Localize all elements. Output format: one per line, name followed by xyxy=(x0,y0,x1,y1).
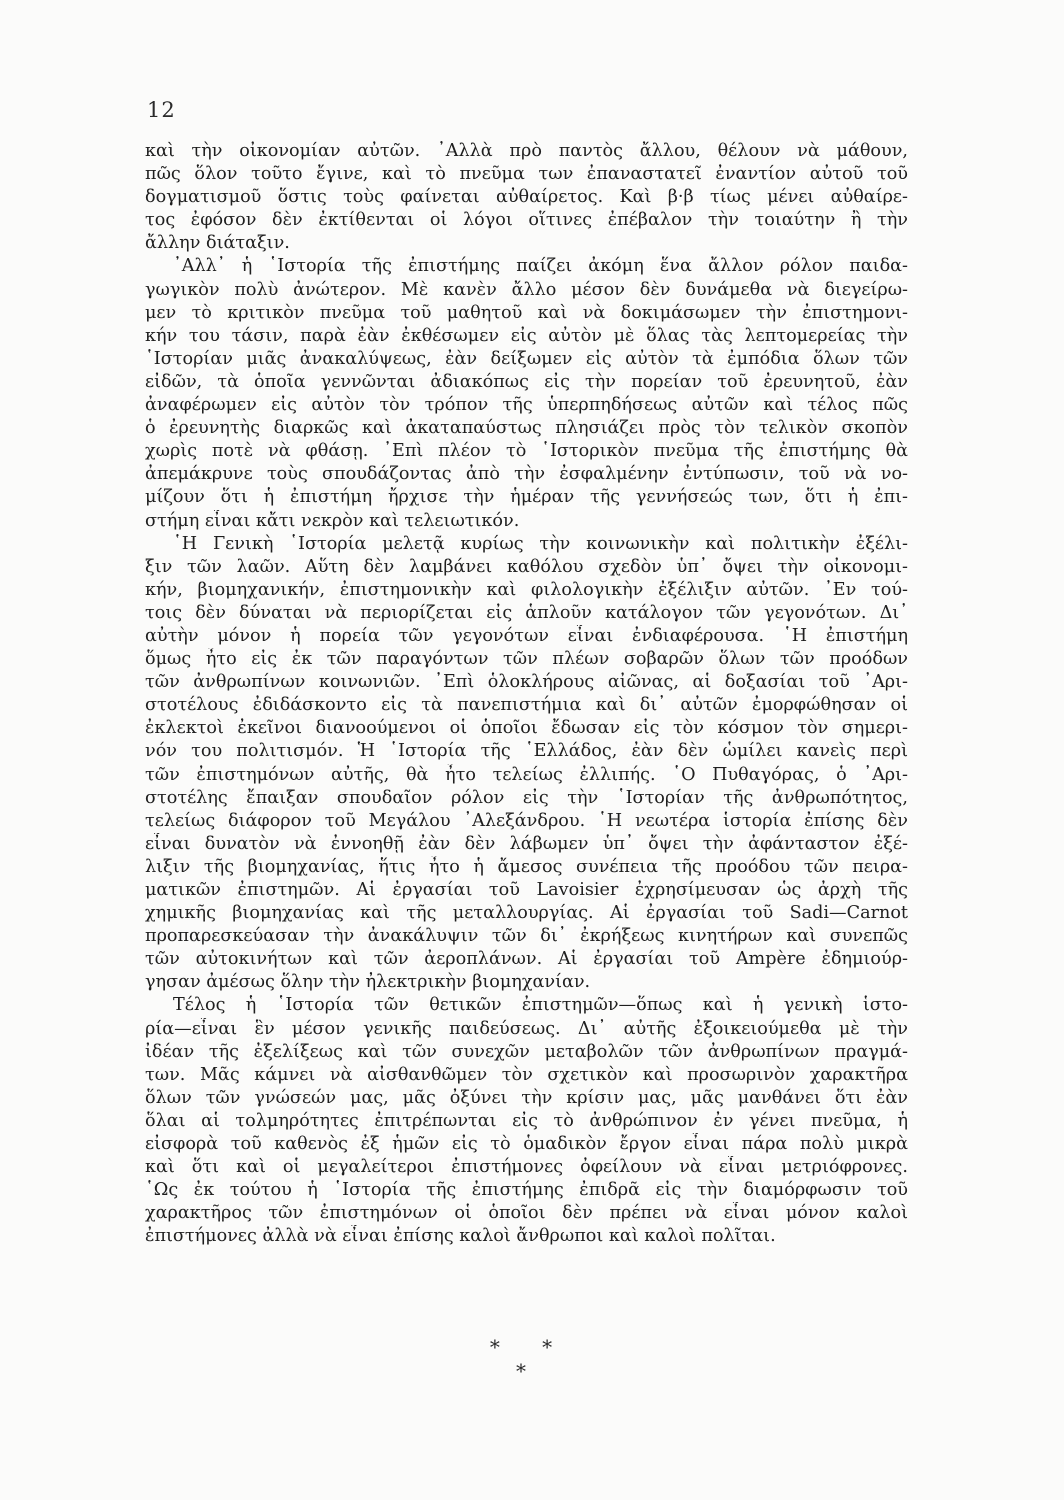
text-line: μεν τὸ κριτικὸν πνεῦμα τοῦ μαθητοῦ καὶ νὰ δοκιμάσωμεν τὴν ἐπιστημονι- xyxy=(145,302,908,323)
text-line: στοτέλους ἐδιδάσκοντο εἰς τὰ πανεπιστήμια καὶ δι᾿ αὐτῶν ἐμορφώθησαν οἱ xyxy=(145,695,908,716)
text-line: ἀπεμάκρυνε τοὺς σπουδάζοντας ἀπὸ τὴν ἐσφαλμένην ἐντύπωσιν, τοῦ νὰ νο- xyxy=(145,464,908,485)
text-line: γωγικὸν πολὺ ἀνώτερον. Μὲ κανὲν ἄλλο μέσον δὲν δυνάμεθα νὰ διεγείρω- xyxy=(145,279,908,300)
text-line: προπαρεσκεύασαν τὴν ἀνακάλυψιν τῶν δι᾿ ἐκρήξεως κινητήρων καὶ συνεπῶς xyxy=(145,926,908,947)
text-line: εἶναι δυνατὸν νὰ ἐννοηθῇ ἐὰν δὲν λάβωμεν ὑπ᾿ ὄψει τὴν ἀφάνταστον ἐξέ- xyxy=(145,833,908,854)
text-line: νόν του πολιτισμόν. Ἡ ῾Ιστορία τῆς ῾Ελλάδος, ἐὰν δὲν ὡμίλει κανεὶς περὶ xyxy=(145,741,908,762)
text-line: τῶν ἐπιστημόνων αὐτῆς, θὰ ἦτο τελείως ἐλλιπής. ῾Ο Πυθαγόρας, ὁ ᾿Αρι- xyxy=(145,764,908,785)
text-line: ὅλων τῶν γνώσεών μας, μᾶς ὀξύνει τὴν κρίσιν μας, μᾶς μανθάνει ὅτι ἐὰν xyxy=(145,1087,908,1108)
text-line: πῶς ὅλον τοῦτο ἔγινε, καὶ τὸ πνεῦμα των ἐπαναστατεῖ ἐναντίον αὐτοῦ τοῦ xyxy=(145,164,908,185)
text-line: μίζουν ὅτι ἡ ἐπιστήμη ἤρχισε τὴν ἡμέραν τῆς γεννήσεώς των, ὅτι ἡ ἐπι- xyxy=(145,487,908,508)
paragraph-start-line: ῾Η Γενικὴ ῾Ιστορία μελετᾷ κυρίως τὴν κοινωνικὴν καὶ πολιτικὴν ἐξέλι- xyxy=(173,533,908,554)
text-line: ῾Ως ἐκ τούτου ἡ ῾Ιστορία τῆς ἐπιστήμης ἐπιδρᾶ εἰς τὴν διαμόρφωσιν τοῦ xyxy=(145,1180,908,1201)
text-line: ὁ ἐρευνητὴς διαρκῶς καὶ ἀκαταπαύστως πλησιάζει πρὸς τὸν τελικὸν σκοπὸν xyxy=(145,418,908,439)
paragraph-start-line: Τέλος ἡ ῾Ιστορία τῶν θετικῶν ἐπιστημῶν—ὅπως καὶ ἡ γενικὴ ἱστο- xyxy=(173,995,908,1016)
text-line: τῶν ἀνθρωπίνων κοινωνιῶν. ᾿Επὶ ὁλοκλήρους αἰῶνας, αἱ δοξασίαι τοῦ ᾿Αρι- xyxy=(145,672,908,693)
text-line: λιξιν τῆς βιομηχανίας, ἥτις ἦτο ἡ ἄμεσος συνέπεια τῆς προόδου τῶν πειρα- xyxy=(145,856,908,877)
text-line: χαρακτῆρος τῶν ἐπιστημόνων οἱ ὁποῖοι δὲν πρέπει νὰ εἶναι μόνον καλοὶ xyxy=(145,1203,908,1224)
text-line: τῶν αὐτοκινήτων καὶ τῶν ἀεροπλάνων. Αἱ ἐργασίαι τοῦ Ampère ἐδημιούρ- xyxy=(145,949,908,970)
page-number: 12 xyxy=(147,98,176,122)
text-line: στήμη εἶναι κἄτι νεκρὸν καὶ τελειωτικόν. xyxy=(145,510,520,531)
text-line: ἄλλην διάταξιν. xyxy=(145,233,290,254)
text-line: κήν του τάσιν, παρὰ ἐὰν ἐκθέσωμεν εἰς αὐτὸν μὲ ὅλας τὰς λεπτομερείας τὴν xyxy=(145,325,908,346)
text-line: ἀναφέρωμεν εἰς αὐτὸν τὸν τρόπον τῆς ὑπερπηδήσεως αὐτῶν καὶ τέλος πῶς xyxy=(145,395,908,416)
text-line: ἰδέαν τῆς ἐξελίξεως καὶ τῶν συνεχῶν μεταβολῶν τῶν ἀνθρωπίνων πραγμά- xyxy=(145,1041,908,1062)
text-line: στοτέλης ἔπαιξαν σπουδαῖον ρόλον εἰς τὴν ῾Ιστορίαν τῆς ἀνθρωπότητος, xyxy=(145,787,908,808)
paragraph-start-line: ᾿Αλλ᾿ ἡ ῾Ιστορία τῆς ἐπιστήμης παίζει ἀκόμη ἕνα ἄλλον ρόλον παιδα- xyxy=(173,256,908,277)
text-line: εἰσφορὰ τοῦ καθενὸς ἐξ ἡμῶν εἰς τὸ ὁμαδικὸν ἔργον εἶναι πάρα πολὺ μικρὰ xyxy=(145,1134,908,1155)
text-line: δογματισμοῦ ὅστις τοὺς φαίνεται αὐθαίρετος. Καὶ β·β τίως μένει αὐθαίρε- xyxy=(145,187,908,208)
section-separator: * * * xyxy=(489,1335,571,1383)
text-line: κήν, βιομηχανικήν, ἐπιστημονικὴν καὶ φιλολογικὴν ἐξέλιξιν αὐτῶν. ᾿Εν τού- xyxy=(145,579,908,600)
text-line: καὶ ὅτι καὶ οἱ μεγαλείτεροι ἐπιστήμονες ὀφείλουν νὰ εἶναι μετριόφρονες. xyxy=(145,1157,908,1178)
text-line: ῾Ιστορίαν μιᾶς ἀνακαλύψεως, ἐὰν δείξωμεν εἰς αὐτὸν τὰ ἐμπόδια ὅλων τῶν xyxy=(145,348,908,369)
text-line: γησαν ἀμέσως ὅλην τὴν ἠλεκτρικὴν βιομηχανίαν. xyxy=(145,972,591,993)
text-line: ἐκλεκτοὶ ἐκεῖνοι διανοούμενοι οἱ ὁποῖοι ἔδωσαν εἰς τὸν κόσμον τὸν σημερι- xyxy=(145,718,908,739)
text-line: ὅλαι αἱ τολμηρότητες ἐπιτρέπωνται εἰς τὸ ἀνθρώπινον ἐν γένει πνεῦμα, ἡ xyxy=(145,1110,908,1131)
text-line: αὐτὴν μόνον ἡ πορεία τῶν γεγονότων εἶναι ἐνδιαφέρουσα. ῾Η ἐπιστήμη xyxy=(145,625,908,646)
text-line: τος ἐφόσον δὲν ἐκτίθενται οἱ λόγοι οἵτινες ἐπέβαλον τὴν τοιαύτην ἢ τὴν xyxy=(145,210,908,231)
text-line: ρία—εἶναι ἓν μέσον γενικῆς παιδεύσεως. Δι᾿ αὐτῆς ἐξοικειούμεθα μὲ τὴν xyxy=(145,1018,908,1039)
text-line: χωρὶς ποτὲ νὰ φθάσῃ. ᾿Επὶ πλέον τὸ ῾Ιστορικὸν πνεῦμα τῆς ἐπιστήμης θὰ xyxy=(145,441,908,462)
text-line: ξιν τῶν λαῶν. Αὕτη δὲν λαμβάνει καθόλου σχεδὸν ὑπ᾿ ὄψει τὴν οἰκονομι- xyxy=(145,556,908,577)
text-line: ἐπιστήμονες ἀλλὰ νὰ εἶναι ἐπίσης καλοὶ ἄνθρωποι καὶ καλοὶ πολῖται. xyxy=(145,1226,776,1247)
text-line: εἰδῶν, τὰ ὁποῖα γεννῶνται ἀδιακόπως εἰς τὴν πορείαν τοῦ ἐρευνητοῦ, ἐὰν xyxy=(145,371,908,392)
text-line: των. Μᾶς κάμνει νὰ αἰσθανθῶμεν τὸν σχετικὸν καὶ προσωρινὸν χαρακτῆρα xyxy=(145,1064,908,1085)
text-line: ὅμως ἦτο εἰς ἐκ τῶν παραγόντων τῶν πλέων σοβαρῶν ὅλων τῶν προόδων xyxy=(145,649,908,670)
text-line: χημικῆς βιομηχανίας καὶ τῆς μεταλλουργίας. Αἱ ἐργασίαι τοῦ Sadi—Carnot xyxy=(145,903,908,924)
text-line: τοις δὲν δύναται νὰ περιορίζεται εἰς ἁπλοῦν κατάλογον τῶν γεγονότων. Δι᾿ xyxy=(145,602,908,623)
text-line: τελείως διάφορον τοῦ Μεγάλου ᾿Αλεξάνδρου. ῾Η νεωτέρα ἱστορία ἐπίσης δὲν xyxy=(145,810,908,831)
text-line: ματικῶν ἐπιστημῶν. Αἱ ἐργασίαι τοῦ Lavoisier ἐχρησίμευσαν ὡς ἀρχὴ τῆς xyxy=(145,880,908,900)
body-text xyxy=(145,140,908,1249)
text-line: καὶ τὴν οἰκονομίαν αὐτῶν. ᾿Αλλὰ πρὸ παντὸς ἄλλου, θέλουν νὰ μάθουν, xyxy=(145,141,908,161)
